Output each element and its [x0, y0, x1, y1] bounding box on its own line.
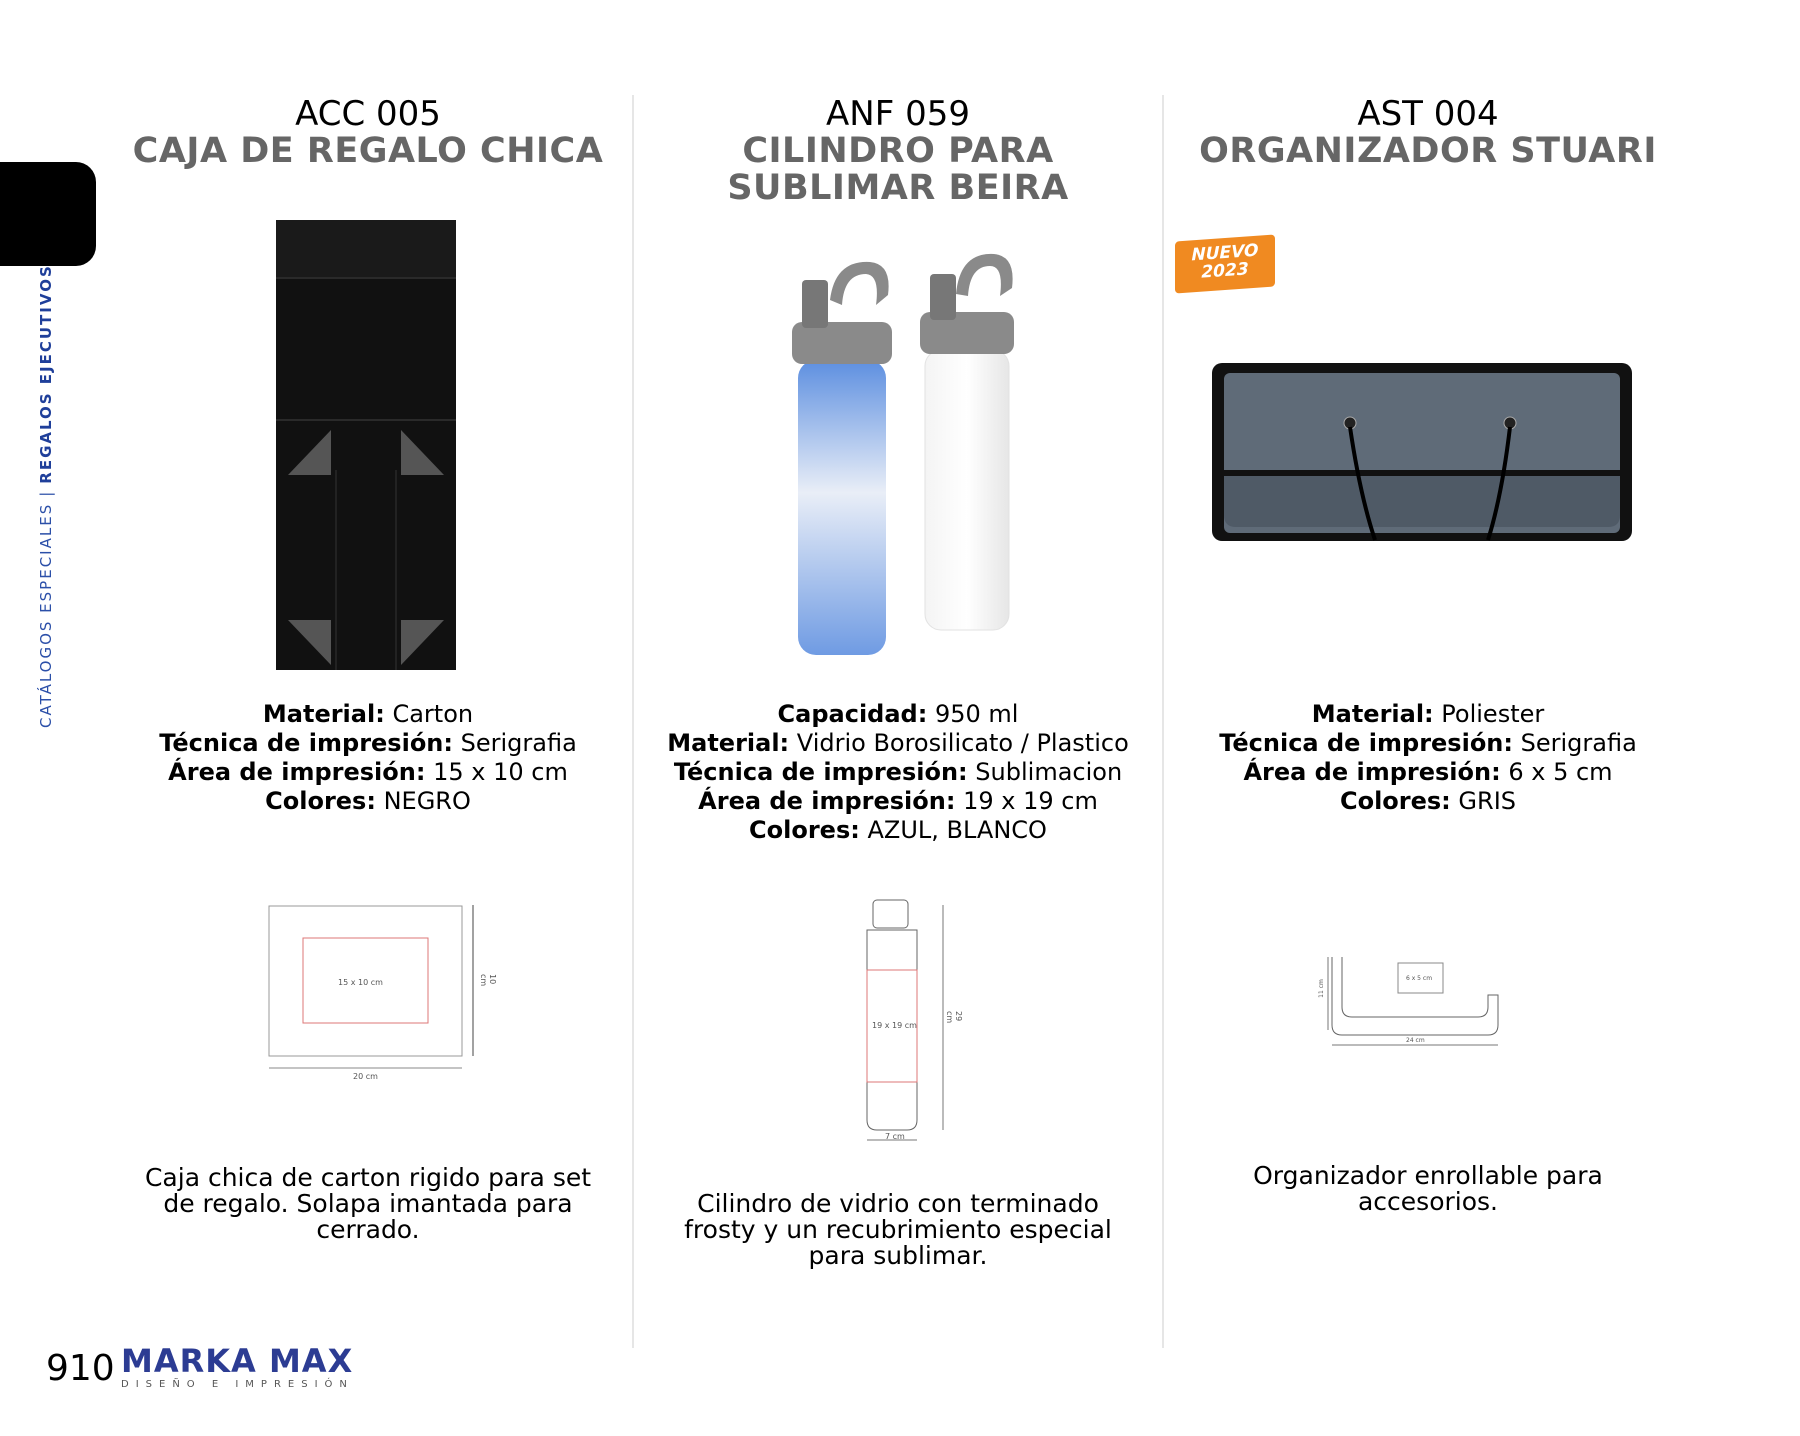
- product-description: Caja chica de carton rigido para set de regalo. Solapa imantada para cerrado.: [144, 1163, 592, 1244]
- organizer-technical-drawing: [1318, 955, 1518, 1050]
- catalog-label: CATÁLOGOS ESPECIALES: [37, 502, 55, 728]
- new-badge: NUEVO 2023: [1175, 235, 1275, 294]
- spec-row: Técnica de impresión: Sublimacion: [673, 758, 1123, 786]
- product-name: CILINDRO PARA SUBLIMAR BEIRA: [727, 131, 1069, 208]
- bottles-photo: [780, 250, 1040, 660]
- print-area-label: 15 x 10 cm: [338, 978, 383, 987]
- spec-row: Capacidad: 950 ml: [777, 700, 1019, 728]
- brand-name: MARKA MAX: [121, 1342, 354, 1380]
- height-label: 10 cm: [479, 974, 497, 987]
- section-label: [37, 264, 55, 728]
- organizer-photo: [1210, 355, 1640, 545]
- spec-row: Colores: GRIS: [1339, 787, 1517, 815]
- height-label: 11 cm: [1317, 979, 1325, 998]
- spec-row: Colores: NEGRO: [265, 787, 471, 815]
- width-label: 7 cm: [885, 1132, 905, 1141]
- page-number: 910: [46, 1348, 115, 1389]
- product-specs: [1168, 700, 1688, 816]
- product-name: ORGANIZADOR STUARI: [1199, 131, 1657, 171]
- spec-row: Área de impresión: 19 x 19 cm: [698, 787, 1098, 815]
- product-code: ACC 005: [295, 94, 441, 134]
- column-divider: [632, 95, 634, 1348]
- spec-row: Área de impresión: 15 x 10 cm: [168, 758, 568, 786]
- gift-box-photo: [276, 220, 456, 670]
- product-name: CAJA DE REGALO CHICA: [132, 131, 604, 171]
- product-code: AST 004: [1357, 94, 1499, 134]
- brand-logo: [121, 1342, 354, 1391]
- category-label: REGALOS EJECUTIVOS: [37, 264, 55, 484]
- print-area-label: 6 x 5 cm: [1406, 975, 1433, 982]
- label-separator: |: [37, 489, 55, 497]
- product-description: Organizador enrollable para accesorios.: [1253, 1161, 1603, 1216]
- spec-row: Material: Carton: [262, 700, 474, 728]
- width-label: 20 cm: [353, 1072, 378, 1081]
- spec-row: Colores: AZUL, BLANCO: [749, 816, 1047, 844]
- print-area-label: 19 x 19 cm: [872, 1021, 917, 1030]
- box-technical-drawing: [268, 905, 498, 1080]
- product-specs: [108, 700, 628, 816]
- spec-row: Material: Poliester: [1311, 700, 1545, 728]
- product-description: Cilindro de vidrio con terminado frosty y un recubrimiento especial para sublimar.: [684, 1189, 1112, 1270]
- section-tab: [0, 162, 96, 266]
- product-specs: [638, 700, 1158, 845]
- height-label: 29 cm: [945, 1011, 963, 1024]
- spec-row: Técnica de impresión: Serigrafia: [159, 729, 577, 757]
- spec-row: Área de impresión: 6 x 5 cm: [1243, 758, 1613, 786]
- brand-tagline: DISEÑO E IMPRESIÓN: [121, 1379, 354, 1390]
- product-code: ANF 059: [826, 94, 970, 134]
- spec-row: Técnica de impresión: Serigrafia: [1219, 729, 1637, 757]
- column-divider: [1162, 95, 1164, 1348]
- bottle-technical-drawing: [855, 895, 965, 1145]
- width-label: 24 cm: [1406, 1037, 1425, 1044]
- spec-row: Material: Vidrio Borosilicato / Plastico: [667, 729, 1129, 757]
